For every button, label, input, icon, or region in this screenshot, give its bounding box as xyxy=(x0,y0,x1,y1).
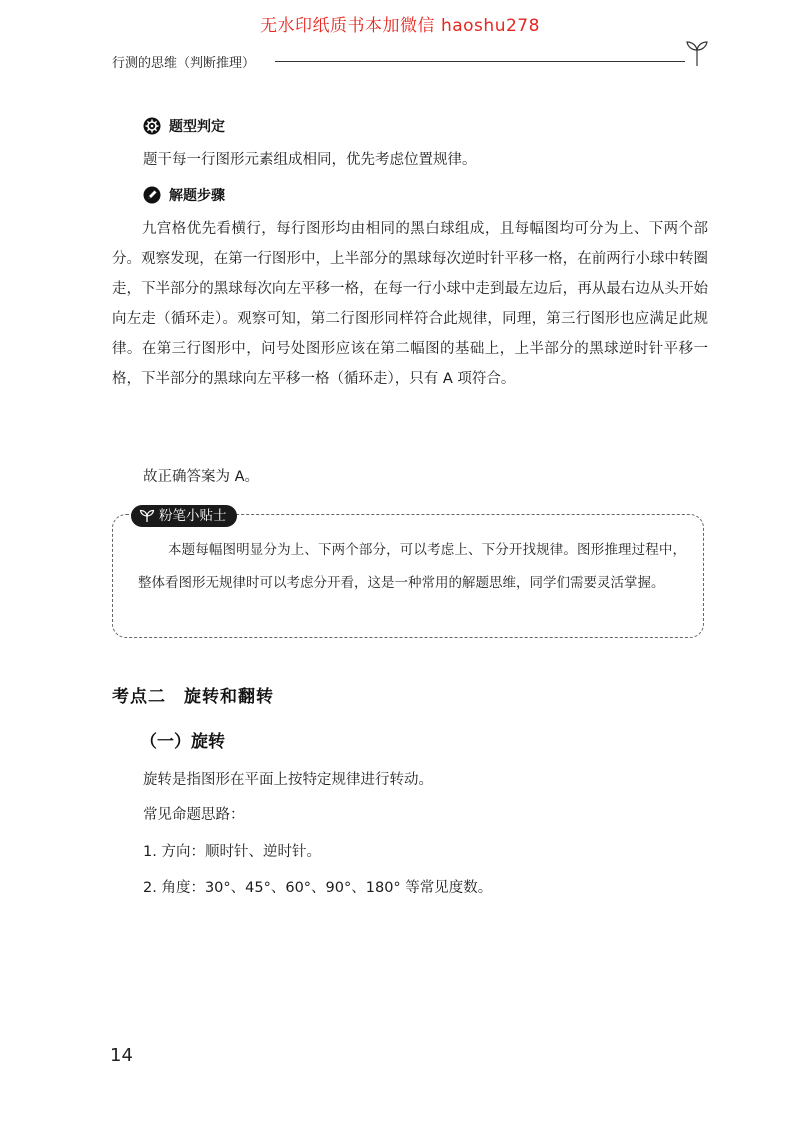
sprout-icon xyxy=(684,38,710,68)
running-header-title: 行测的思维（判断推理） xyxy=(112,56,256,71)
solution-steps-heading xyxy=(143,185,225,205)
gear-icon xyxy=(143,117,161,135)
common-label: 常见命题思路： xyxy=(143,807,245,823)
answer-line: 故正确答案为 A。 xyxy=(143,469,260,485)
pencil-icon xyxy=(143,186,161,204)
page-number: 14 xyxy=(110,1045,133,1066)
list-item: 2. 角度：30°、45°、60°、90°、180° 等常见度数。 xyxy=(143,880,493,896)
question-type-heading xyxy=(143,116,225,136)
watermark-text: 无水印纸质书本加微信 haoshu278 xyxy=(260,16,540,36)
question-type-label: 题型判定 xyxy=(169,119,225,135)
definition-text: 旋转是指图形在平面上按特定规律进行转动。 xyxy=(143,772,433,788)
solution-paragraph: 九宫格优先看横行，每行图形均由相同的黑白球组成，且每幅图均可分为上、下两个部分。观察发现，在第一行图形中，上半部分的黑球每次逆时针平移一格，在前两行小球中转圈走，下半部分的黑球每次向左平移一格，在每一行小球中走到最左边后，再从最右边从头开始向左走（循环走）。观察可知，第二行图形同样符合此规律，同理，第三行图形也应满足此规律。在第三行图形中，问号处图形应该在第二幅图的基础上，上半部分的黑球逆时针平移一格，下半部分的黑球向左平移一格（循环走），只有 A 项符合。 xyxy=(112,221,708,387)
subsection-title: （一）旋转 xyxy=(140,732,225,752)
section-title: 考点二 旋转和翻转 xyxy=(112,687,274,707)
solution-steps-label: 解题步骤 xyxy=(169,188,225,204)
question-type-text: 题干每一行图形元素组成相同，优先考虑位置规律。 xyxy=(143,152,477,168)
list-item: 1. 方向：顺时针、逆时针。 xyxy=(143,844,321,860)
sprout-icon xyxy=(139,509,155,523)
header-rule xyxy=(275,61,685,62)
tip-text: 本题每幅图明显分为上、下两个部分，可以考虑上、下分开找规律。图形推理过程中，整体看图形无规律时可以考虑分开看，这是一种常用的解题思维，同学们需要灵活掌握。 xyxy=(138,542,686,591)
tip-title: 粉笔小贴士 xyxy=(159,508,227,524)
tip-badge xyxy=(131,505,237,527)
